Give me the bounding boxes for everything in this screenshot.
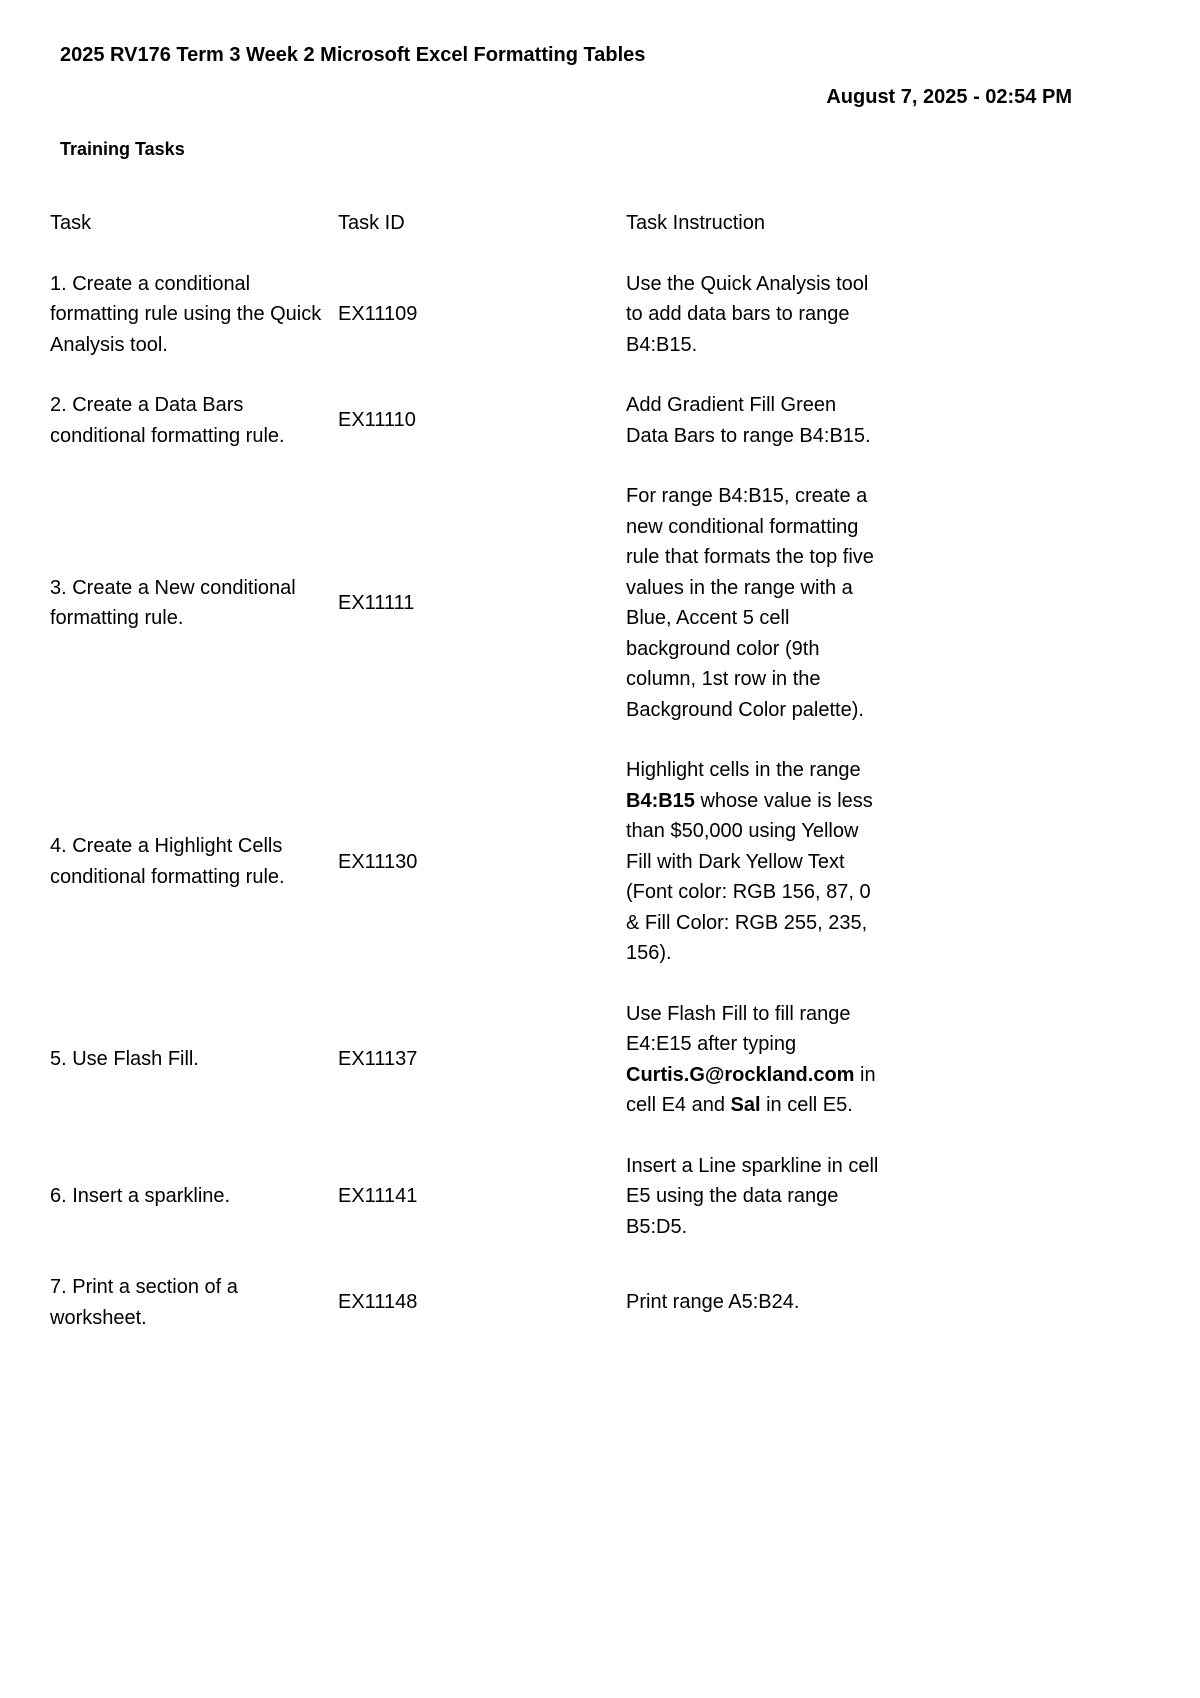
task-instruction: Add Gradient Fill Green Data Bars to range B4:B15. (626, 394, 871, 447)
instruction-emphasis: Sal (730, 1094, 761, 1116)
table-header-row (50, 208, 880, 239)
task-name: 5. Use Flash Fill. (50, 1048, 199, 1071)
instruction-emphasis: B4:B15 (626, 789, 695, 812)
task-instruction: Insert a Line sparkline in cell E5 using the data range B5:D5. (626, 1154, 879, 1238)
task-id: EX11109 (338, 303, 418, 325)
task-instruction: For range B4:B15, create a new conditional formatting rule that formats the top five values in the range with a Blue, Accent 5 cell background color (9th column, 1st row in the Background Color palette). (626, 485, 874, 721)
task-name: 4. Create a Highlight Cells conditional formatting rule. (50, 835, 285, 888)
task-id: EX11110 (338, 409, 416, 432)
table-row (50, 269, 880, 361)
header-task-id: Task ID (338, 212, 405, 234)
document-title: 2025 RV176 Term 3 Week 2 Microsoft Excel Formatting Tables (60, 44, 646, 66)
task-instruction: Use the Quick Analysis tool to add data bars to range B4:B15. (626, 272, 869, 356)
instruction-emphasis: Curtis.G@rockland.com (626, 1063, 855, 1086)
section-title: Training Tasks (60, 139, 185, 159)
task-name: 1. Create a conditional formatting rule using the Quick Analysis tool. (50, 272, 322, 356)
task-instruction: Print range A5:B24. (626, 1291, 800, 1314)
table-row (50, 1151, 880, 1243)
table-row (50, 481, 880, 725)
table-row (50, 755, 880, 969)
table-row (50, 1272, 880, 1333)
table-row (50, 999, 880, 1121)
header-task: Task (50, 212, 92, 234)
task-instruction: Highlight cells in the range B4:B15 whose value is less than $50,000 using Yellow Fill with Dark Yellow Text (Font color: RGB 156, 87, 0 & Fill Color: RGB 255, 235, 156). (626, 759, 873, 964)
task-instruction: Use Flash Fill to fill range E4:E15 after typing Curtis.G@rockland.com in cell E4 and Sal in cell E5. (626, 1002, 876, 1116)
document-date: August 7, 2025 - 02:54 PM (826, 86, 1072, 108)
task-name: 7. Print a section of a worksheet. (50, 1276, 238, 1329)
table-row (50, 390, 880, 451)
header-task-instruction: Task Instruction (626, 212, 765, 234)
task-id: EX11148 (338, 1291, 418, 1314)
tasks-table (50, 208, 880, 1363)
task-id: EX11130 (338, 850, 418, 873)
task-name: 2. Create a Data Bars conditional formatting rule. (50, 394, 285, 447)
task-id: EX11111 (338, 591, 415, 614)
task-id: EX11137 (338, 1048, 418, 1071)
task-name: 3. Create a New conditional formatting rule. (50, 576, 296, 629)
task-id: EX11141 (338, 1185, 418, 1207)
task-name: 6. Insert a sparkline. (50, 1185, 231, 1207)
